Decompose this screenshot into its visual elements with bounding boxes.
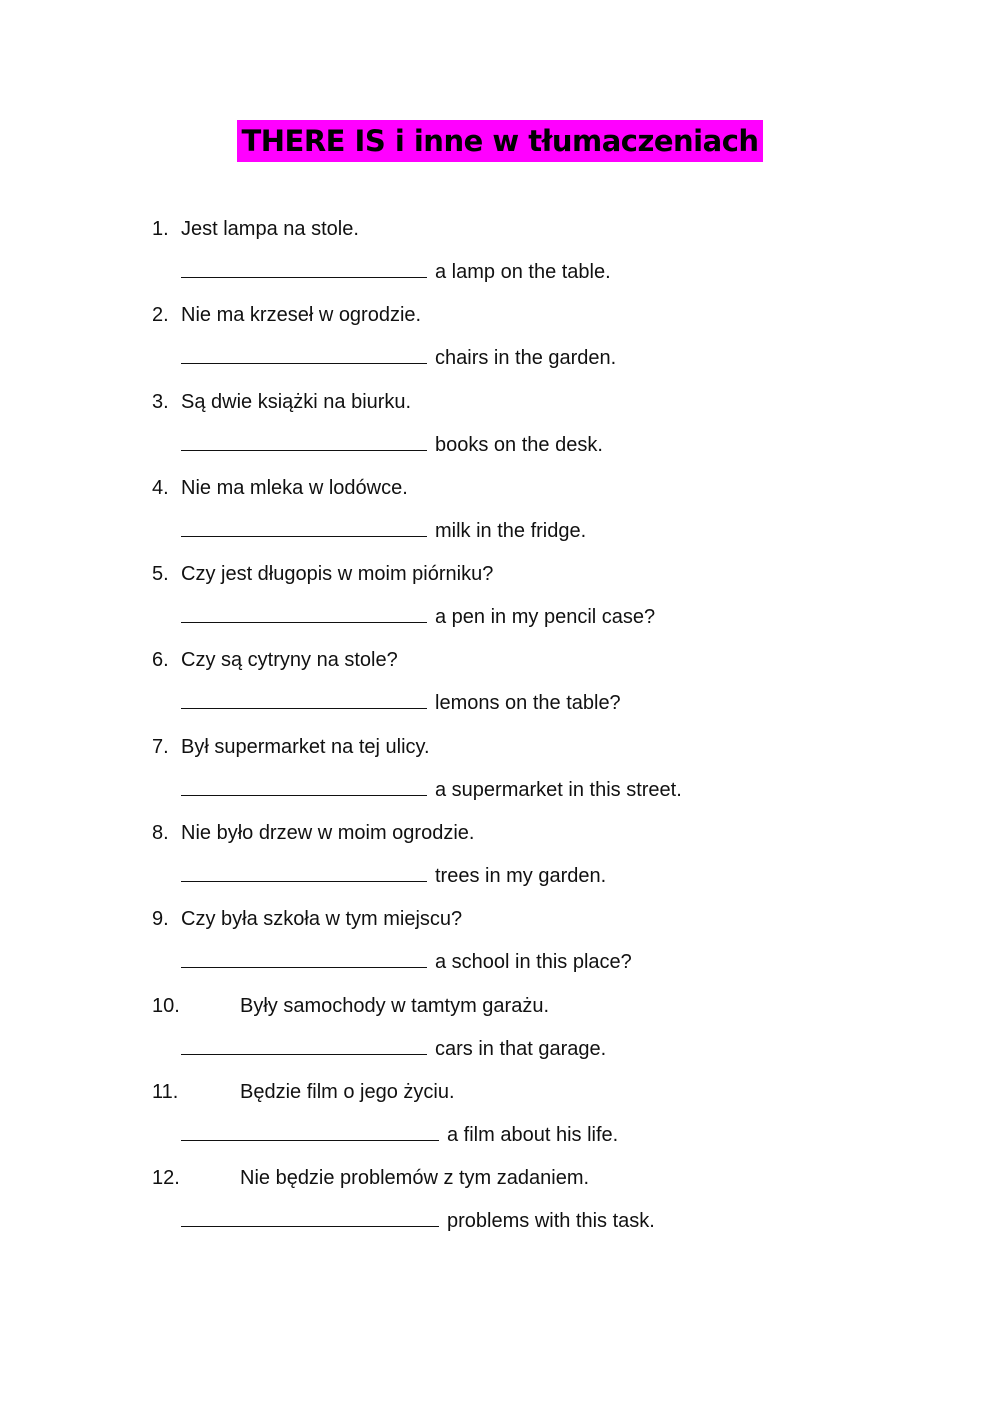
exercise-list [152,207,952,1243]
english-completion: a film about his life. [447,1123,619,1146]
answer-line [181,516,586,545]
item-number: 11. [152,1080,179,1103]
answer-blank[interactable] [181,775,427,796]
answer-line [181,257,611,286]
title-wrapper [0,120,1000,162]
answer-line [181,602,655,631]
polish-sentence: Będzie film o jego życiu. [240,1080,455,1103]
answer-line [181,947,632,976]
item-number: 4. [152,476,169,499]
item-number: 9. [152,908,169,931]
item-number: 3. [152,390,169,413]
english-completion: a pen in my pencil case? [435,606,656,629]
polish-sentence: Nie będzie problemów z tym zadaniem. [240,1167,590,1190]
exercise-item [152,207,952,293]
exercise-prompt [152,646,398,674]
item-number: 10. [152,994,180,1017]
item-number: 8. [152,822,169,845]
polish-sentence: Nie było drzew w moim ogrodzie. [181,822,475,845]
answer-blank[interactable] [181,1120,439,1141]
answer-line [181,1034,606,1063]
polish-sentence: Nie ma mleka w lodówce. [181,476,408,499]
answer-blank[interactable] [181,947,427,968]
answer-blank[interactable] [181,861,427,882]
english-completion: problems with this task. [447,1210,655,1233]
english-completion: chairs in the garden. [435,347,617,370]
exercise-item [152,552,952,638]
english-completion: cars in that garage. [435,1037,607,1060]
item-number: 7. [152,735,169,758]
answer-blank[interactable] [181,257,427,278]
exercise-prompt [152,819,474,847]
answer-line [181,775,682,804]
answer-blank[interactable] [181,688,427,709]
answer-blank[interactable] [181,430,427,451]
answer-line [181,343,616,372]
exercise-prompt [152,301,421,329]
polish-sentence: Czy są cytryny na stole? [181,649,398,672]
exercise-prompt [152,388,411,416]
polish-sentence: Są dwie książki na biurku. [181,390,412,413]
exercise-prompt [152,992,549,1020]
english-completion: a school in this place? [435,951,632,974]
polish-sentence: Czy była szkoła w tym miejscu? [181,908,463,931]
exercise-prompt [152,474,408,502]
answer-blank[interactable] [181,516,427,537]
exercise-item [152,466,952,552]
answer-blank[interactable] [181,602,427,623]
exercise-item [152,1156,952,1242]
english-completion: books on the desk. [435,433,603,456]
item-number: 6. [152,649,169,672]
exercise-item [152,811,952,897]
exercise-item [152,293,952,379]
item-number: 2. [152,304,169,327]
page-title: THERE IS i inne w tłumaczeniach [237,120,762,162]
exercise-item [152,725,952,811]
item-number: 5. [152,563,169,586]
answer-line [181,430,603,459]
exercise-prompt [152,1164,589,1192]
exercise-prompt [152,215,359,243]
answer-line [181,688,621,717]
polish-sentence: Był supermarket na tej ulicy. [181,735,430,758]
english-completion: trees in my garden. [435,865,607,888]
item-number: 12. [152,1167,180,1190]
polish-sentence: Nie ma krzeseł w ogrodzie. [181,304,422,327]
answer-line [181,1206,655,1235]
english-completion: milk in the fridge. [435,519,587,542]
english-completion: a lamp on the table. [435,261,611,283]
exercise-item [152,984,952,1070]
exercise-prompt [152,560,493,588]
answer-blank[interactable] [181,343,427,364]
polish-sentence: Jest lampa na stole. [181,218,359,240]
item-number: 1. [152,218,169,240]
polish-sentence: Były samochody w tamtym garażu. [240,994,549,1017]
exercise-prompt [152,733,430,761]
polish-sentence: Czy jest długopis w moim piórniku? [181,563,494,586]
answer-blank[interactable] [181,1206,439,1227]
answer-blank[interactable] [181,1034,427,1055]
exercise-prompt [152,905,462,933]
exercise-prompt [152,1078,455,1106]
answer-line [181,1120,618,1149]
exercise-item [152,380,952,466]
english-completion: lemons on the table? [435,692,621,715]
exercise-item [152,638,952,724]
exercise-item [152,1070,952,1156]
english-completion: a supermarket in this street. [435,778,682,801]
exercise-item [152,897,952,983]
answer-line [181,861,606,890]
